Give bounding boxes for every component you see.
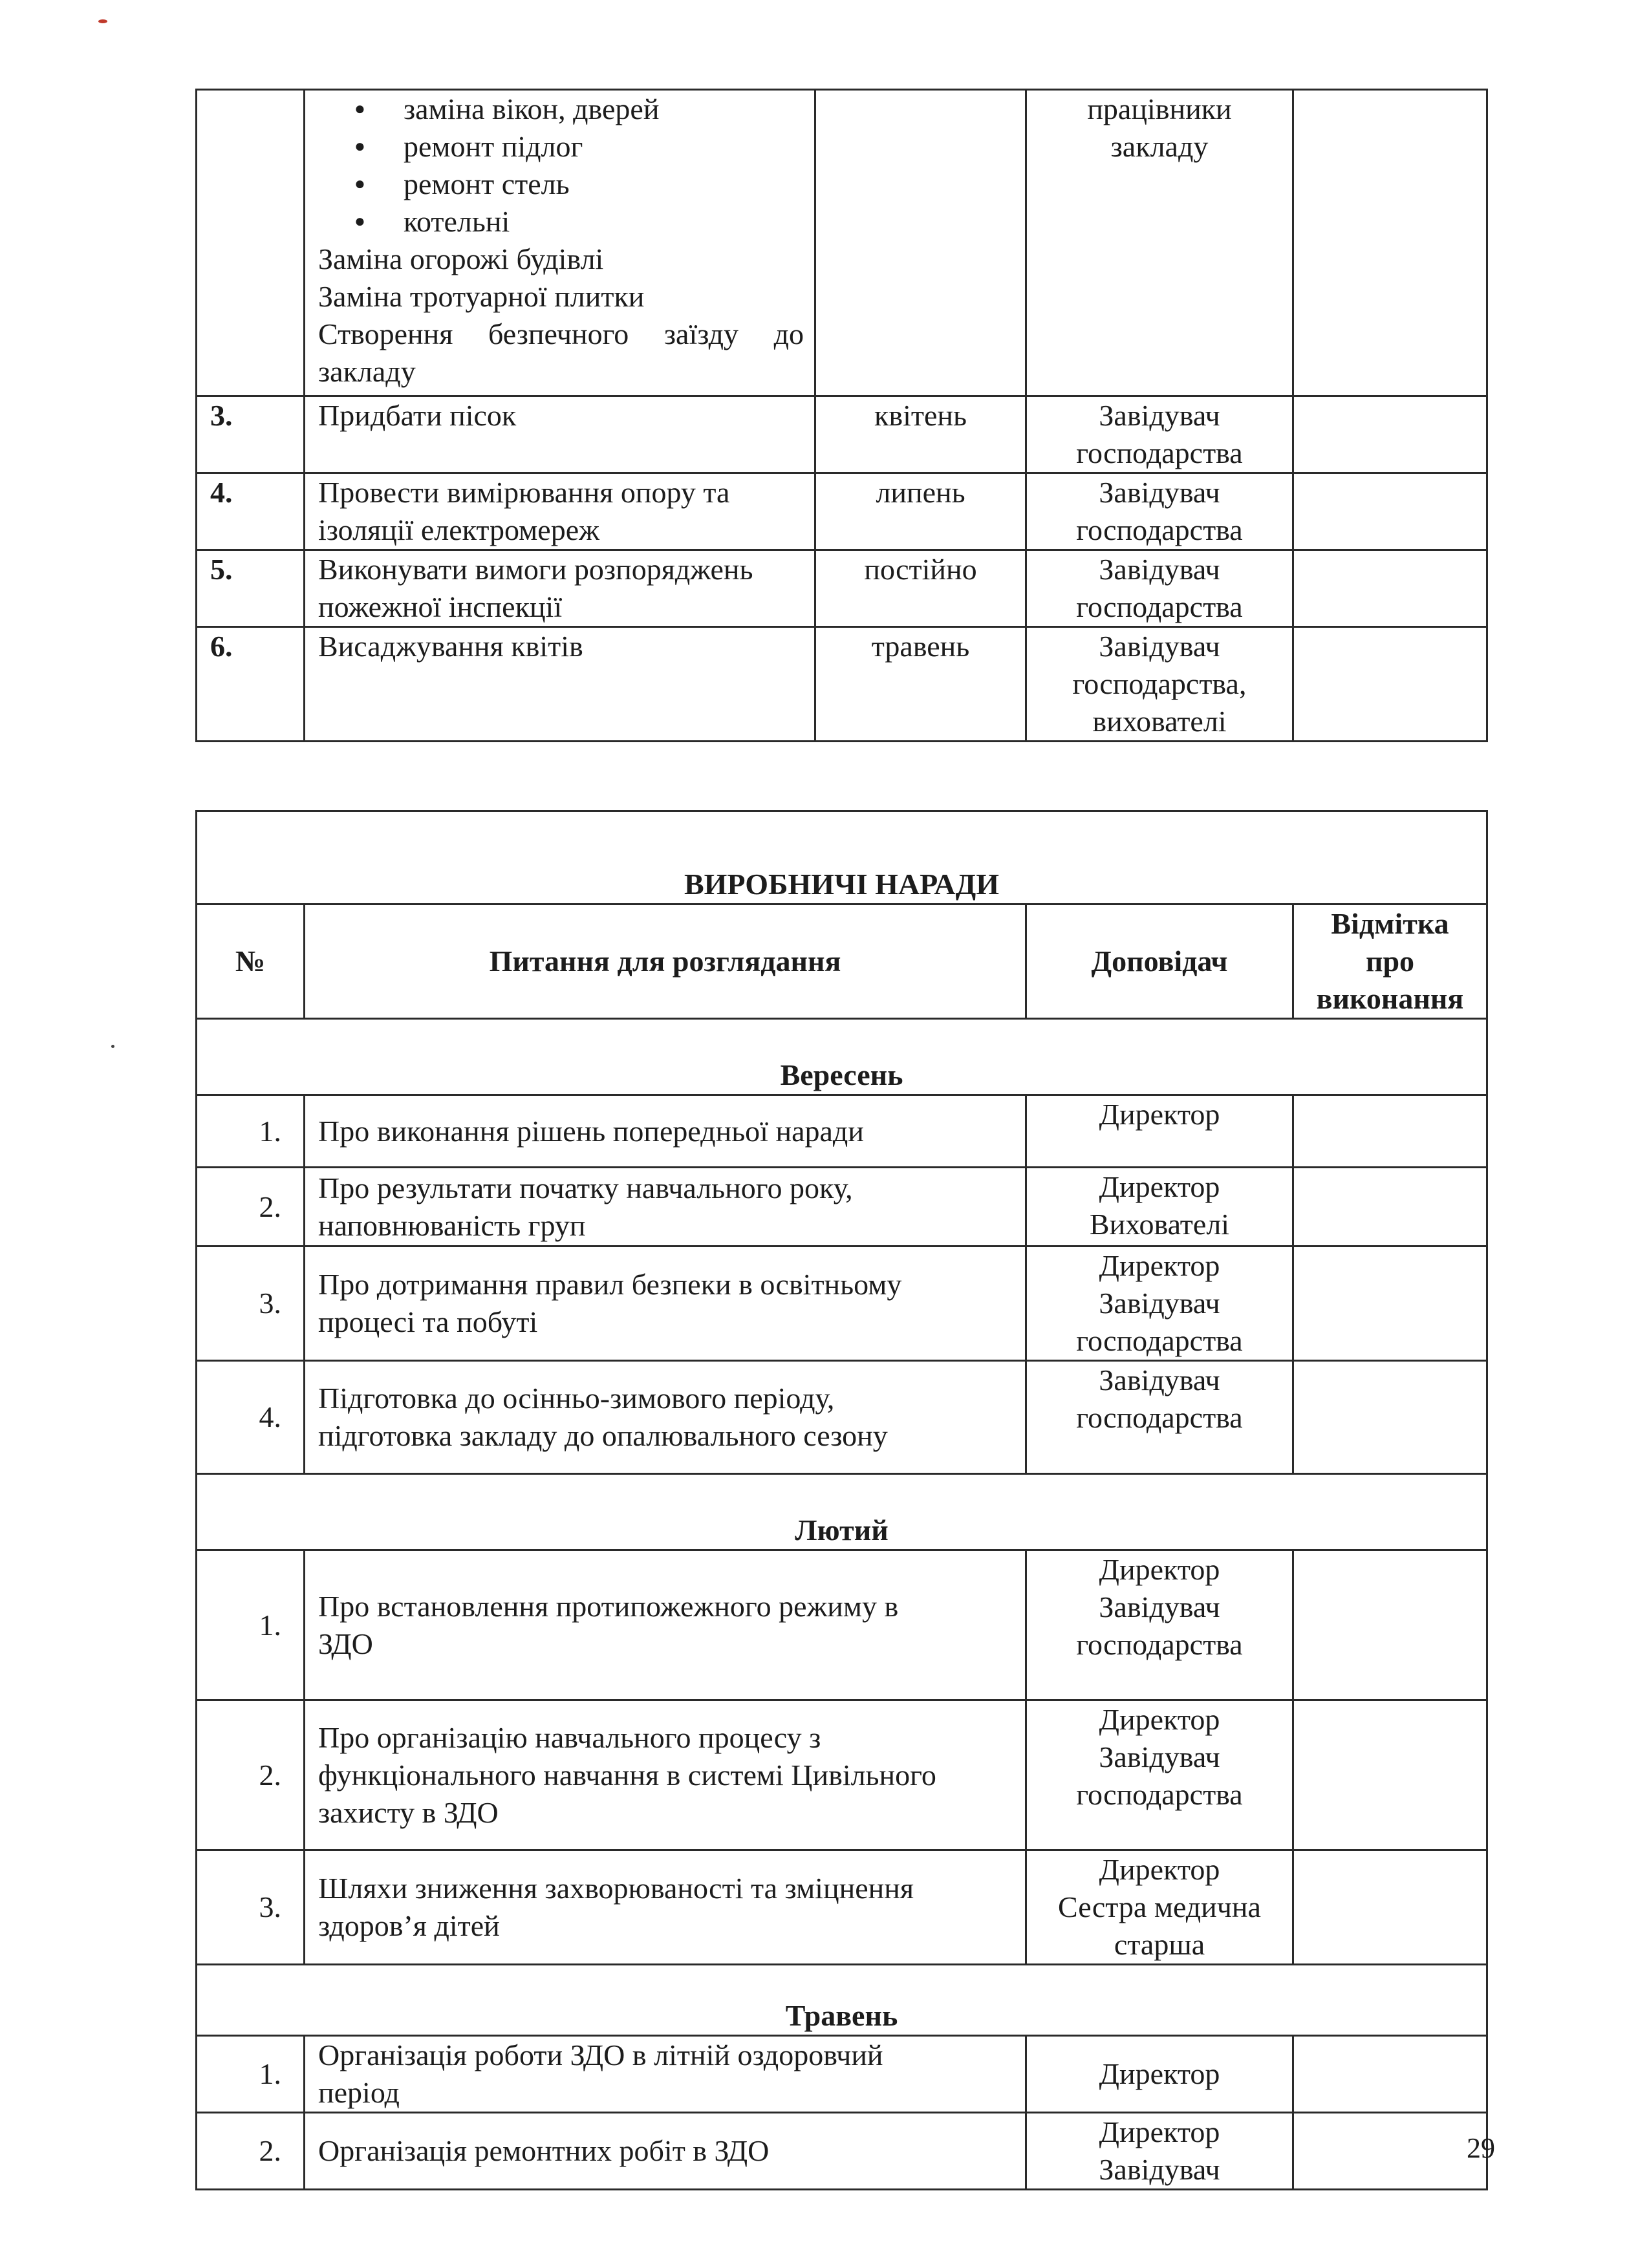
speaker-cell (1026, 2113, 1293, 2190)
speaker-line: Завідувач (1099, 2153, 1220, 2186)
speaker-line: господарства (1076, 1628, 1243, 1661)
header-line: Відмітка (1331, 907, 1449, 940)
mark-cell (1293, 1095, 1487, 1168)
mark-cell (1293, 1246, 1487, 1361)
section-title-row (197, 811, 1487, 904)
speaker-line: господарства (1076, 1324, 1243, 1357)
task-line: Придбати пісок (318, 399, 517, 432)
row-number: 3. (197, 396, 305, 473)
task-line: пожежної інспекції (318, 590, 563, 623)
speaker-line: Завідувач (1099, 1364, 1220, 1396)
responsible-cell (1026, 90, 1293, 396)
speaker-cell (1026, 1168, 1293, 1246)
list-item: ● ремонт підлог (354, 128, 804, 166)
table-row (197, 396, 1487, 473)
speaker-line: Завідувач (1099, 1740, 1220, 1773)
row-number: 1. (197, 2036, 305, 2113)
table-row (197, 627, 1487, 742)
task-cell (305, 396, 815, 473)
speaker-cell (1026, 1850, 1293, 1965)
task-cell (305, 550, 815, 627)
speaker-line: Директор (1099, 1249, 1220, 1282)
col-header-mark (1293, 904, 1487, 1019)
task-line: Висаджування квітів (318, 630, 583, 663)
topic-line: період (318, 2076, 400, 2109)
meetings-title: ВИРОБНИЧІ НАРАДИ (197, 811, 1487, 904)
responsible-line: Завідувач (1099, 399, 1220, 432)
table-row (197, 1095, 1487, 1168)
topic-cell (305, 2113, 1026, 2190)
mark-cell (1293, 627, 1487, 742)
table-row (197, 2113, 1487, 2190)
mark-cell (1293, 2113, 1487, 2190)
task-line: Заміна тротуарної плитки (318, 280, 645, 313)
col-header-topic: Питання для розглядання (305, 904, 1026, 1019)
topic-line: Шляхи зниження захворюваності та зміцнення (318, 1872, 914, 1905)
list-item: ● котельні (354, 203, 804, 241)
month-title: Лютий (197, 1474, 1487, 1550)
speaker-cell (1026, 1095, 1293, 1168)
mark-cell (1293, 2036, 1487, 2113)
meetings-table (195, 810, 1488, 2190)
task-cell (305, 473, 815, 550)
scan-speck (111, 1045, 114, 1048)
responsible-line: закладу (1110, 130, 1209, 163)
responsible-line: вихователі (1092, 705, 1227, 738)
row-number: 3. (197, 1850, 305, 1965)
speaker-cell (1026, 2036, 1293, 2113)
topic-line: Підготовка до осінньо-зимового періоду, (318, 1382, 835, 1415)
topic-line: Про дотримання правил безпеки в освітньому (318, 1268, 902, 1301)
topic-line: ЗДО (318, 1627, 373, 1660)
topic-line: Про організацію навчального процесу з (318, 1720, 821, 1754)
topic-cell (305, 1246, 1026, 1361)
responsible-line: працівники (1087, 92, 1232, 125)
term-cell: квітень (815, 396, 1026, 473)
speaker-line: Завідувач (1099, 1287, 1220, 1320)
topic-line: функціонального навчання в системі Цивільного (318, 1758, 936, 1792)
scan-speck (98, 19, 107, 23)
row-number: 2. (197, 2113, 305, 2190)
topic-line: процесі та побуті (318, 1305, 538, 1338)
task-cell (305, 90, 815, 396)
speaker-cell (1026, 1361, 1293, 1474)
speaker-cell (1026, 1550, 1293, 1700)
row-number: 1. (197, 1550, 305, 1700)
table-row (197, 1246, 1487, 1361)
table-row (197, 1850, 1487, 1965)
task-cell (305, 627, 815, 742)
task-line: ізоляції електромереж (318, 513, 599, 546)
row-number: 4. (197, 1361, 305, 1474)
mark-cell (1293, 473, 1487, 550)
responsible-line: Завідувач (1099, 553, 1220, 586)
table-row (197, 90, 1487, 396)
month-row (197, 1965, 1487, 2036)
month-row (197, 1019, 1487, 1095)
task-line: Заміна огорожі будівлі (318, 242, 604, 275)
col-header-num: № (197, 904, 305, 1019)
topic-cell (305, 1850, 1026, 1965)
term-cell: травень (815, 627, 1026, 742)
task-line: Провести вимірювання опору та (318, 476, 730, 509)
mark-cell (1293, 396, 1487, 473)
speaker-line: Завідувач (1099, 1590, 1220, 1623)
responsible-line: господарства, (1072, 667, 1247, 700)
header-row (197, 904, 1487, 1019)
topic-cell (305, 1700, 1026, 1850)
task-line: закладу (318, 355, 416, 388)
topic-cell (305, 1550, 1026, 1700)
num-cell (197, 90, 305, 396)
topic-line: здоров’я дітей (318, 1909, 500, 1942)
mark-cell (1293, 1361, 1487, 1474)
topic-line: Про виконання рішень попередньої наради (318, 1114, 864, 1148)
topic-line: Про результати початку навчального року, (318, 1171, 853, 1204)
topic-line: Про встановлення протипожежного режиму в (318, 1589, 899, 1623)
month-title: Вересень (197, 1019, 1487, 1095)
header-line: виконання (1316, 982, 1464, 1015)
header-line: про (1365, 945, 1415, 978)
mark-cell (1293, 1700, 1487, 1850)
task-line: Виконувати вимоги розпоряджень (318, 553, 753, 586)
row-number: 5. (197, 550, 305, 627)
speaker-line: Вихователі (1089, 1208, 1230, 1241)
speaker-line: Директор (1099, 1098, 1220, 1131)
speaker-cell (1026, 1700, 1293, 1850)
table-row (197, 1550, 1487, 1700)
row-number: 4. (197, 473, 305, 550)
table-row (197, 473, 1487, 550)
task-line: Створення безпечного заїзду до (318, 317, 804, 350)
mark-cell (1293, 1168, 1487, 1246)
responsible-cell (1026, 473, 1293, 550)
responsible-cell (1026, 550, 1293, 627)
speaker-line: Директор (1099, 2115, 1220, 2148)
row-number: 6. (197, 627, 305, 742)
responsible-line: господарства (1076, 590, 1243, 623)
mark-cell (1293, 550, 1487, 627)
col-header-speaker: Доповідач (1026, 904, 1293, 1019)
table-row (197, 1700, 1487, 1850)
topic-line: підготовка закладу до опалювального сезону (318, 1419, 888, 1452)
topic-line: захисту в ЗДО (318, 1795, 499, 1829)
row-number: 3. (197, 1246, 305, 1361)
responsible-cell (1026, 627, 1293, 742)
topic-line: Організація ремонтних робіт в ЗДО (318, 2134, 770, 2167)
mark-cell (1293, 1550, 1487, 1700)
responsible-line: господарства (1076, 436, 1243, 469)
speaker-line: Директор (1099, 1853, 1220, 1886)
speaker-line: Директор (1099, 1553, 1220, 1586)
responsible-cell (1026, 396, 1293, 473)
topic-cell (305, 1095, 1026, 1168)
table-row (197, 1361, 1487, 1474)
topic-cell (305, 1168, 1026, 1246)
mark-cell (1293, 1850, 1487, 1965)
speaker-line: господарства (1076, 1401, 1243, 1434)
speaker-line: Директор (1099, 2057, 1220, 2090)
row-number: 2. (197, 1168, 305, 1246)
mark-cell (1293, 90, 1487, 396)
term-cell: постійно (815, 550, 1026, 627)
speaker-line: Директор (1099, 1703, 1220, 1736)
works-table (195, 89, 1488, 742)
term-cell: липень (815, 473, 1026, 550)
topic-line: Організація роботи ЗДО в літній оздоровчий (318, 2038, 883, 2071)
term-cell (815, 90, 1026, 396)
speaker-line: старша (1114, 1928, 1205, 1961)
topic-line: наповнюваність груп (318, 1208, 586, 1242)
list-item: ● ремонт стель (354, 166, 804, 203)
bullet-list (318, 91, 804, 241)
topic-cell (305, 2036, 1026, 2113)
speaker-line: Сестра медична (1058, 1890, 1261, 1923)
page-number: 29 (1467, 2132, 1495, 2164)
month-row (197, 1474, 1487, 1550)
table-row (197, 1168, 1487, 1246)
table-row (197, 2036, 1487, 2113)
row-number: 1. (197, 1095, 305, 1168)
speaker-cell (1026, 1246, 1293, 1361)
speaker-line: Директор (1099, 1170, 1220, 1203)
responsible-line: Завідувач (1099, 476, 1220, 509)
row-number: 2. (197, 1700, 305, 1850)
table-row (197, 550, 1487, 627)
topic-cell (305, 1361, 1026, 1474)
responsible-line: господарства (1076, 513, 1243, 546)
list-item: ● заміна вікон, дверей (354, 91, 804, 128)
speaker-line: господарства (1076, 1778, 1243, 1811)
responsible-line: Завідувач (1099, 630, 1220, 663)
month-title: Травень (197, 1965, 1487, 2036)
